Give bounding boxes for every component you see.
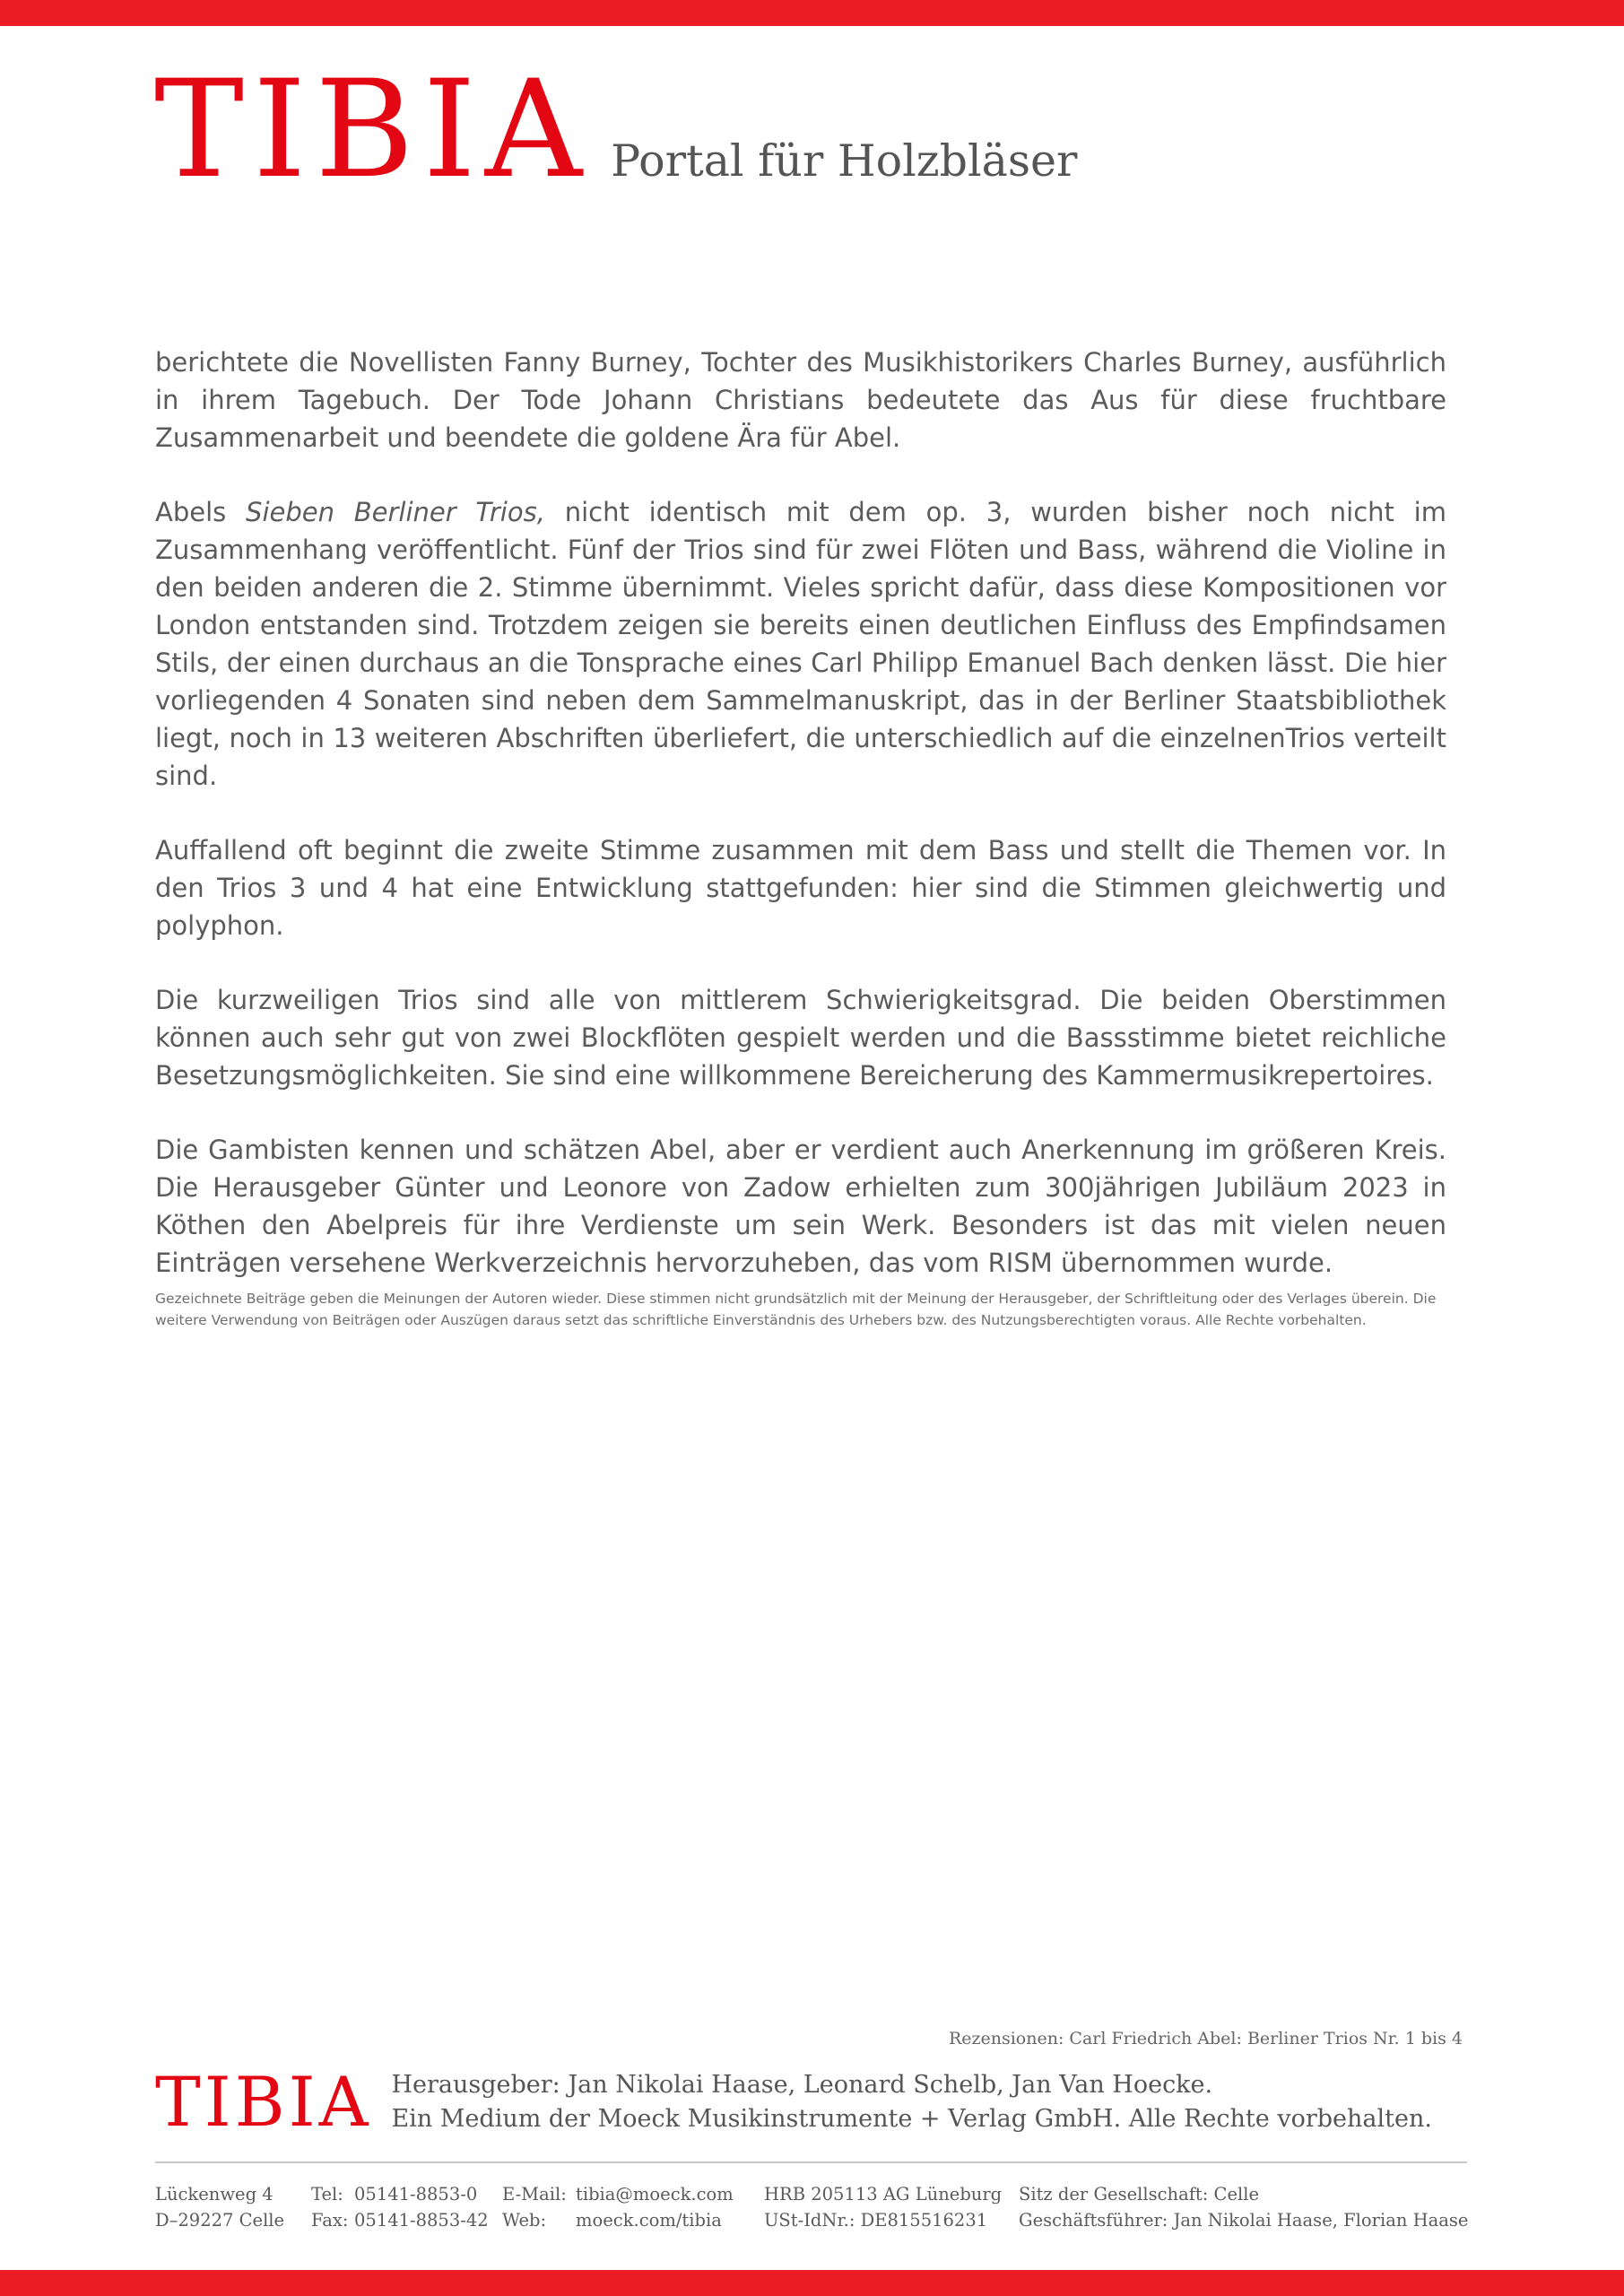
bottom-accent-bar xyxy=(0,2270,1624,2296)
address-block xyxy=(155,2181,284,2233)
publishers-line: Herausgeber: Jan Nikolai Haase, Leonard Schelb, Jan Van Hoecke. xyxy=(391,2071,1213,2099)
vat-id: USt-IdNr.: DE815516231 xyxy=(764,2210,988,2231)
paragraph-2-rest: nicht identisch mit dem op. 3, wurden bisher noch nicht im Zusammenhang veröffentlicht. Fünf der Trios sind für zwei Flöten und Bass, während die Violine in den beiden anderen die 2. Stimme übernimmt. Vieles spricht dafür, dass diese Kompositionen vor London entstanden sind. Trotzdem zeigen sie bereits einen deutlichen Einfluss des Empfindsamen Stils, der einen durchaus an die Tonsprache eines Carl Philipp Emanuel Bach denken lässt. Die hier vorliegenden 4 Sonaten sind neben dem Sammelmanuskript, das in der Berliner Staatsbibliothek liegt, noch in 13 weiteren Abschriften überliefert, die unterschiedlich auf die einzelnenTrios verteilt sind. xyxy=(155,497,1446,791)
portal-tagline: Portal für Holzbläser xyxy=(611,135,1078,187)
address-street: Lückenweg 4 xyxy=(155,2184,274,2205)
company-seat: Sitz der Gesellschaft: Celle xyxy=(1019,2184,1259,2205)
review-reference: Rezensionen: Carl Friedrich Abel: Berliner Trios Nr. 1 bis 4 xyxy=(948,2029,1463,2048)
paragraph-3: Auffallend oft beginnt die zweite Stimme zusammen mit dem Bass und stellt die Themen vor. In den Trios 3 und 4 hat eine Entwicklung stattgefunden: hier sind die Stimmen gleichwertig und polyphon. xyxy=(155,835,1446,941)
work-title: Sieben Berliner Trios, xyxy=(246,497,545,527)
legal-disclaimer: Gezeichnete Beiträge geben die Meinungen der Autoren wieder. Diese stimmen nicht grundsätzlich mit der Meinung der Herausgeber, der Schriftleitung oder des Verlages überein. Die weitere Verwendung von Beiträgen oder Auszügen daraus setzt das schriftliche Einverständnis des Urhebers bzw. des Nutzungsberechtigten voraus. Alle Rechte vorbehalten. xyxy=(155,1291,1437,1328)
paragraph-4: Die kurzweiligen Trios sind alle von mittlerem Schwierigkeitsgrad. Die beiden Oberstimmen können auch sehr gut von zwei Blockflöten gespielt werden und die Bassstimme bietet reichliche Besetzungsmöglichkeiten. Sie sind eine willkommene Bereicherung des Kammermusikrepertoires. xyxy=(155,985,1446,1091)
web-label: Web: xyxy=(502,2210,547,2231)
footer-divider xyxy=(155,2161,1467,2163)
tibia-logo[interactable]: TIBIA xyxy=(154,52,592,208)
company-block xyxy=(1019,2181,1468,2233)
registry-block xyxy=(764,2181,1002,2233)
medium-line: Ein Medium der Moeck Musikinstrumente + Verlag GmbH. Alle Rechte vorbehalten. xyxy=(391,2105,1432,2133)
phone-block xyxy=(311,2181,489,2233)
managing-directors: Geschäftsführer: Jan Nikolai Haase, Florian Haase xyxy=(1019,2210,1469,2231)
footer-brand xyxy=(155,2062,1432,2142)
fax-value: 05141-8853-42 xyxy=(354,2210,489,2231)
online-block xyxy=(502,2181,734,2233)
hrb-number: HRB 205113 AG Lüneburg xyxy=(764,2184,1003,2205)
paragraph-2 xyxy=(155,493,1446,795)
top-accent-bar xyxy=(0,0,1624,26)
footer-publisher-info xyxy=(391,2068,1431,2136)
fax-label: Fax: xyxy=(311,2210,349,2231)
tel-value[interactable]: 05141-8853-0 xyxy=(354,2184,478,2205)
paragraph-1: berichtete die Novellisten Fanny Burney, Tochter des Musikhistorikers Charles Burney, ausführlich in ihrem Tagebuch. Der Tode Johann Christians bedeutete das Aus für diese fruchtbare Zusammenarbeit und beendete die goldene Ära für Abel. xyxy=(155,347,1446,453)
email-label: E-Mail: xyxy=(502,2184,567,2205)
article-body xyxy=(155,344,1446,1282)
address-city: D–29227 Celle xyxy=(155,2210,285,2231)
tel-label: Tel: xyxy=(311,2184,343,2205)
footer-tibia-logo: TIBIA xyxy=(155,2062,372,2142)
web-link[interactable]: moeck.com/tibia xyxy=(576,2210,722,2231)
paragraph-2-start: Abels xyxy=(155,497,247,527)
email-link[interactable]: tibia@moeck.com xyxy=(576,2184,734,2205)
paragraph-5: Die Gambisten kennen und schätzen Abel, aber er verdient auch Anerkennung im größeren Kreis. Die Herausgeber Günter und Leonore von Zadow erhielten zum 300jährigen Jubiläum 2023 in Köthen den Abelpreis für ihre Verdienste um sein Werk. Besonders ist das mit vielen neuen Einträgen versehene Werkverzeichnis hervorzuheben, das vom RISM übernommen wurde. xyxy=(155,1135,1446,1278)
page-header xyxy=(154,52,1078,208)
